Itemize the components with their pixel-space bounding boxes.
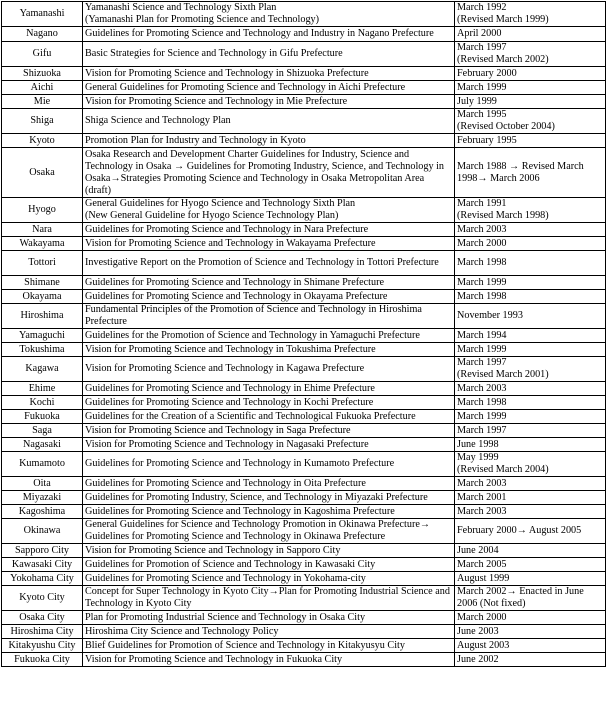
- prefecture-cell: Aichi: [2, 81, 83, 95]
- prefecture-cell: Kagoshima: [2, 505, 83, 519]
- prefecture-cell: Osaka City: [2, 611, 83, 625]
- prefecture-cell: Hyogo: [2, 198, 83, 223]
- prefecture-cell: Yokohama City: [2, 572, 83, 586]
- prefecture-cell: Kagawa: [2, 357, 83, 382]
- date-cell: August 1999: [455, 572, 606, 586]
- prefecture-cell: Shimane: [2, 276, 83, 290]
- plan-title-cell: Guidelines for Promoting Science and Technology in Kochi Prefecture: [83, 396, 455, 410]
- table-row: [2, 611, 606, 625]
- prefecture-cell: Sapporo City: [2, 544, 83, 558]
- prefecture-cell: Fukuoka: [2, 410, 83, 424]
- plan-title-cell: Guidelines for Promoting Science and Technology in Nara Prefecture: [83, 223, 455, 237]
- prefecture-cell: Kyoto City: [2, 586, 83, 611]
- prefecture-cell: Gifu: [2, 42, 83, 67]
- date-cell: June 2004: [455, 544, 606, 558]
- prefecture-cell: Miyazaki: [2, 491, 83, 505]
- prefecture-cell: Kyoto: [2, 134, 83, 148]
- prefecture-cell: Nara: [2, 223, 83, 237]
- date-cell: February 2000→ August 2005: [455, 519, 606, 544]
- plan-title-cell: Guidelines for Promoting Industry, Science, and Technology in Miyazaki Prefecture: [83, 491, 455, 505]
- date-cell: March 1991 (Revised March 1998): [455, 198, 606, 223]
- date-cell: March 2000: [455, 237, 606, 251]
- plan-title-cell: Fundamental Principles of the Promotion of Science and Technology in Hiroshima Prefecture: [83, 304, 455, 329]
- date-cell: June 2003: [455, 625, 606, 639]
- table-row: [2, 42, 606, 67]
- plan-title-cell: Guidelines for Promoting Science and Technology in Shimane Prefecture: [83, 276, 455, 290]
- prefecture-cell: Tottori: [2, 251, 83, 276]
- table-row: [2, 396, 606, 410]
- prefecture-cell: Nagasaki: [2, 438, 83, 452]
- date-cell: March 1999: [455, 410, 606, 424]
- date-cell: May 1999 (Revised March 2004): [455, 452, 606, 477]
- date-cell: March 1999: [455, 81, 606, 95]
- table-row: [2, 95, 606, 109]
- date-cell: March 1998: [455, 396, 606, 410]
- plan-title-cell: Blief Guidelines for Promotion of Science and Technology in Kitakyusyu City: [83, 639, 455, 653]
- plan-title-cell: General Guidelines for Promoting Science and Technology in Aichi Prefecture: [83, 81, 455, 95]
- prefecture-cell: Hiroshima City: [2, 625, 83, 639]
- prefecture-cell: Kochi: [2, 396, 83, 410]
- table-row: [2, 477, 606, 491]
- plan-title-cell: Vision for Promoting Science and Technology in Mie Prefecture: [83, 95, 455, 109]
- table-row: [2, 519, 606, 544]
- date-cell: March 2002→ Enacted in June 2006 (Not fixed): [455, 586, 606, 611]
- table-row: [2, 653, 606, 667]
- table-row: [2, 343, 606, 357]
- table-row: [2, 558, 606, 572]
- date-cell: March 2001: [455, 491, 606, 505]
- plan-title-cell: Guidelines for Promoting Science and Technology and Industry in Nagano Prefecture: [83, 27, 455, 42]
- table-row: [2, 491, 606, 505]
- table-row: [2, 410, 606, 424]
- date-cell: March 1994: [455, 329, 606, 343]
- plan-title-cell: Basic Strategies for Science and Technology in Gifu Prefecture: [83, 42, 455, 67]
- table-row: [2, 27, 606, 42]
- table-row: [2, 357, 606, 382]
- plan-title-cell: Hiroshima City Science and Technology Policy: [83, 625, 455, 639]
- plan-title-cell: General Guidelines for Hyogo Science and Technology Sixth Plan (New General Guideline for Hyogo Science Technology Plan): [83, 198, 455, 223]
- prefecture-cell: Hiroshima: [2, 304, 83, 329]
- prefecture-cell: Tokushima: [2, 343, 83, 357]
- prefecture-cell: Fukuoka City: [2, 653, 83, 667]
- table-row: [2, 81, 606, 95]
- date-cell: March 2003: [455, 223, 606, 237]
- table-body: [2, 2, 606, 667]
- plan-title-cell: Yamanashi Science and Technology Sixth Plan (Yamanashi Plan for Promoting Science and Technology): [83, 2, 455, 27]
- plan-title-cell: Osaka Research and Development Charter Guidelines for Industry, Science and Technology in Osaka → Guidelines for Promoting Industry, Science, and Technology in Osaka→Strategies Promoting Science and Technology in Osaka Metropolitan Area (draft): [83, 148, 455, 198]
- table-row: [2, 276, 606, 290]
- date-cell: November 1993: [455, 304, 606, 329]
- date-cell: March 2003: [455, 505, 606, 519]
- prefecture-cell: Shiga: [2, 109, 83, 134]
- plan-title-cell: Guidelines for the Promotion of Science and Technology in Yamaguchi Prefecture: [83, 329, 455, 343]
- date-cell: August 2003: [455, 639, 606, 653]
- date-cell: March 1998: [455, 290, 606, 304]
- table-row: [2, 134, 606, 148]
- plan-title-cell: Guidelines for Promoting Science and Technology in Kagoshima Prefecture: [83, 505, 455, 519]
- plan-title-cell: Vision for Promoting Science and Technology in Wakayama Prefecture: [83, 237, 455, 251]
- plan-title-cell: Vision for Promoting Science and Technology in Nagasaki Prefecture: [83, 438, 455, 452]
- date-cell: March 1999: [455, 276, 606, 290]
- date-cell: March 2005: [455, 558, 606, 572]
- date-cell: June 1998: [455, 438, 606, 452]
- prefecture-cell: Yamanashi: [2, 2, 83, 27]
- date-cell: March 1992 (Revised March 1999): [455, 2, 606, 27]
- table-row: [2, 505, 606, 519]
- table-row: [2, 67, 606, 81]
- date-cell: March 1997 (Revised March 2001): [455, 357, 606, 382]
- table-row: [2, 382, 606, 396]
- table-row: [2, 251, 606, 276]
- date-cell: March 1988 → Revised March 1998→ March 2006: [455, 148, 606, 198]
- prefecture-cell: Ehime: [2, 382, 83, 396]
- plan-title-cell: Vision for Promoting Science and Technology in Saga Prefecture: [83, 424, 455, 438]
- prefecture-cell: Shizuoka: [2, 67, 83, 81]
- plan-title-cell: Guidelines for Promotion of Science and Technology in Kawasaki City: [83, 558, 455, 572]
- prefecture-cell: Kumamoto: [2, 452, 83, 477]
- prefecture-cell: Osaka: [2, 148, 83, 198]
- prefecture-cell: Okinawa: [2, 519, 83, 544]
- table-row: [2, 148, 606, 198]
- table-row: [2, 452, 606, 477]
- date-cell: July 1999: [455, 95, 606, 109]
- table-row: [2, 586, 606, 611]
- table-row: [2, 304, 606, 329]
- date-cell: March 2003: [455, 382, 606, 396]
- table-row: [2, 544, 606, 558]
- date-cell: March 1998: [455, 251, 606, 276]
- table-row: [2, 329, 606, 343]
- date-cell: March 2000: [455, 611, 606, 625]
- prefecture-cell: Kitakyushu City: [2, 639, 83, 653]
- plan-title-cell: Vision for Promoting Science and Technology in Fukuoka City: [83, 653, 455, 667]
- plan-title-cell: Guidelines for the Creation of a Scientific and Technological Fukuoka Prefecture: [83, 410, 455, 424]
- table-row: [2, 438, 606, 452]
- plan-title-cell: Guidelines for Promoting Science and Technology in Okayama Prefecture: [83, 290, 455, 304]
- plan-title-cell: Guidelines for Promoting Science and Technology in Ehime Prefecture: [83, 382, 455, 396]
- prefecture-cell: Okayama: [2, 290, 83, 304]
- plan-title-cell: Shiga Science and Technology Plan: [83, 109, 455, 134]
- table-row: [2, 290, 606, 304]
- date-cell: April 2000: [455, 27, 606, 42]
- table-row: [2, 424, 606, 438]
- prefecture-cell: Yamaguchi: [2, 329, 83, 343]
- plan-title-cell: Vision for Promoting Science and Technology in Shizuoka Prefecture: [83, 67, 455, 81]
- prefecture-cell: Mie: [2, 95, 83, 109]
- table-row: [2, 572, 606, 586]
- plan-title-cell: Investigative Report on the Promotion of Science and Technology in Tottori Prefecture: [83, 251, 455, 276]
- table-row: [2, 198, 606, 223]
- date-cell: February 1995: [455, 134, 606, 148]
- prefecture-cell: Kawasaki City: [2, 558, 83, 572]
- plan-title-cell: Vision for Promoting Science and Technology in Sapporo City: [83, 544, 455, 558]
- plan-title-cell: Guidelines for Promoting Science and Technology in Kumamoto Prefecture: [83, 452, 455, 477]
- date-cell: March 1995 (Revised October 2004): [455, 109, 606, 134]
- table-row: [2, 237, 606, 251]
- date-cell: March 1997 (Revised March 2002): [455, 42, 606, 67]
- prefecture-cell: Oita: [2, 477, 83, 491]
- prefecture-cell: Nagano: [2, 27, 83, 42]
- table-row: [2, 625, 606, 639]
- table-row: [2, 639, 606, 653]
- science-technology-plans-table: [1, 1, 606, 667]
- date-cell: June 2002: [455, 653, 606, 667]
- plan-title-cell: General Guidelines for Science and Technology Promotion in Okinawa Prefecture→ Guidelines for Promoting Science and Technology in Okinawa Prefecture: [83, 519, 455, 544]
- plan-title-cell: Vision for Promoting Science and Technology in Tokushima Prefecture: [83, 343, 455, 357]
- date-cell: February 2000: [455, 67, 606, 81]
- table-row: [2, 2, 606, 27]
- date-cell: March 2003: [455, 477, 606, 491]
- prefecture-cell: Wakayama: [2, 237, 83, 251]
- plan-title-cell: Guidelines for Promoting Science and Technology in Oita Prefecture: [83, 477, 455, 491]
- table-row: [2, 223, 606, 237]
- plan-title-cell: Promotion Plan for Industry and Technology in Kyoto: [83, 134, 455, 148]
- plan-title-cell: Concept for Super Technology in Kyoto City→Plan for Promoting Industrial Science and Technology in Kyoto City: [83, 586, 455, 611]
- plan-title-cell: Guidelines for Promoting Science and Technology in Yokohama-city: [83, 572, 455, 586]
- prefecture-cell: Saga: [2, 424, 83, 438]
- date-cell: March 1999: [455, 343, 606, 357]
- table-row: [2, 109, 606, 134]
- date-cell: March 1997: [455, 424, 606, 438]
- plan-title-cell: Vision for Promoting Science and Technology in Kagawa Prefecture: [83, 357, 455, 382]
- plan-title-cell: Plan for Promoting Industrial Science and Technology in Osaka City: [83, 611, 455, 625]
